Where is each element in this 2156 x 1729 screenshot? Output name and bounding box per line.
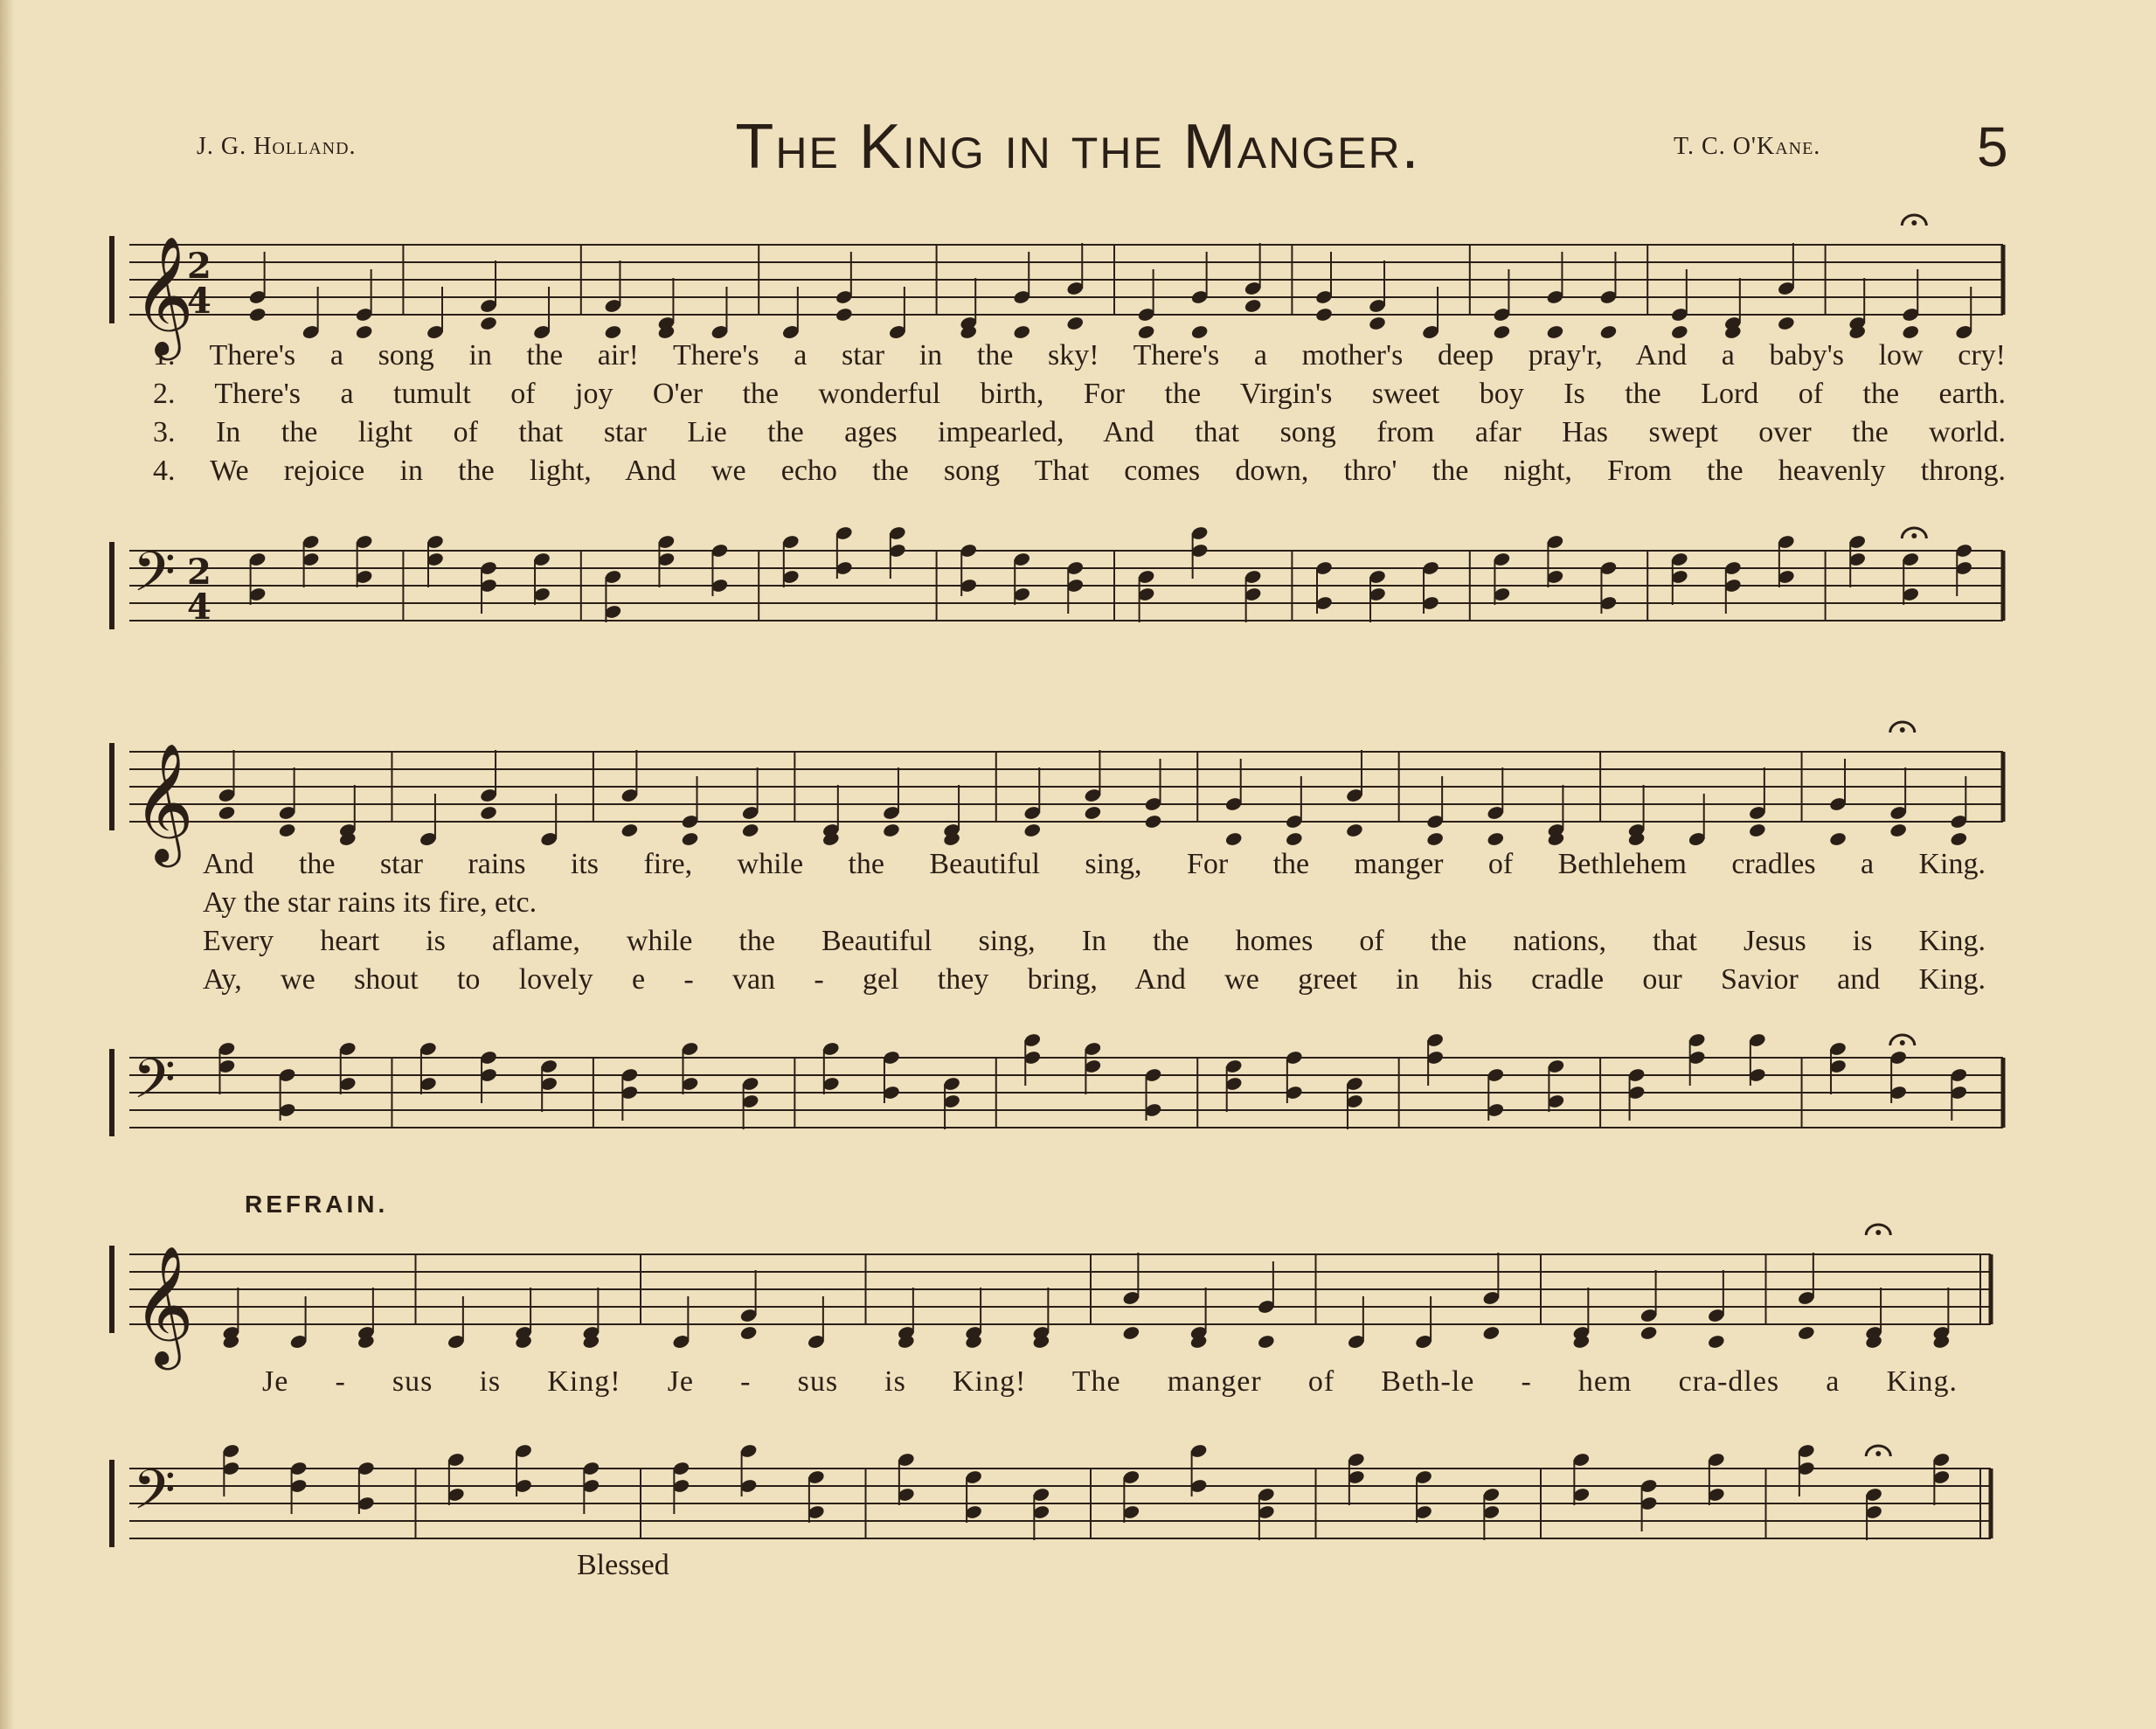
note-head bbox=[278, 823, 296, 838]
note-head bbox=[1224, 831, 1243, 847]
chorus-line-4: Ay, we shout to lovely e - van - gel they bring, And we greet in his cradle our Savior and King. bbox=[203, 963, 1986, 996]
fermata-dot bbox=[1875, 1230, 1881, 1235]
note-head bbox=[741, 823, 759, 838]
note-head bbox=[1257, 1334, 1275, 1350]
note-head bbox=[1797, 1325, 1815, 1341]
note-head bbox=[1777, 316, 1795, 331]
note-head bbox=[620, 823, 639, 838]
page-number: 5 bbox=[1977, 115, 2008, 178]
verse-1: 1. There's a song in the air! There's a star in the sky! There's a mother's deep pray'r, And a baby's low cry! bbox=[153, 339, 2006, 371]
treble-clef-icon: 𝄞 bbox=[133, 1244, 194, 1364]
system-1-bass-staff bbox=[0, 533, 2156, 647]
fermata-dot bbox=[1900, 1040, 1905, 1045]
note-head bbox=[1023, 823, 1042, 838]
system-3-treble-staff bbox=[0, 1237, 2156, 1364]
composer-credit: T. C. O'Kane. bbox=[1674, 133, 1821, 160]
note-head bbox=[479, 805, 497, 821]
bass-clef-icon: 𝄢 bbox=[133, 1457, 176, 1535]
note-head bbox=[1902, 324, 1920, 340]
note-head bbox=[1640, 1325, 1658, 1341]
fermata-dot bbox=[1875, 1451, 1881, 1456]
system-3-bass-staff bbox=[0, 1451, 2156, 1565]
note-head bbox=[1707, 1334, 1725, 1350]
note-head bbox=[355, 324, 373, 340]
note-head bbox=[1487, 831, 1505, 847]
refrain-lyrics: Je - sus is King! Je - sus is King! The manger of Beth-le - hem cra-dles a King. bbox=[262, 1365, 1958, 1398]
note-head bbox=[1244, 298, 1262, 314]
chorus-line-3: Every heart is aflame, while the Beautiful sing, In the homes of the nations, that Jesus is King. bbox=[203, 925, 1986, 957]
treble-clef-icon: 𝄞 bbox=[133, 741, 194, 862]
chorus-line-1: And the star rains its fire, while the Beautiful sing, For the manger of Bethlehem cradles a King. bbox=[203, 848, 1986, 880]
note-head bbox=[1889, 823, 1907, 838]
bass-clef-icon: 𝄢 bbox=[133, 1046, 176, 1124]
bass-lyric-blessed: Blessed bbox=[577, 1549, 669, 1581]
note-head bbox=[1084, 805, 1102, 821]
note-head bbox=[1137, 324, 1155, 340]
note-head bbox=[1013, 324, 1031, 340]
note-head bbox=[248, 307, 267, 323]
lyricist-credit: J. G. Holland. bbox=[197, 133, 357, 160]
note-head bbox=[1122, 1325, 1140, 1341]
note-head bbox=[604, 324, 622, 340]
note-head bbox=[1066, 316, 1085, 331]
note-head bbox=[739, 1325, 758, 1341]
note-head bbox=[1482, 1325, 1501, 1341]
note-head bbox=[218, 805, 236, 821]
note-head bbox=[1493, 324, 1511, 340]
note-head bbox=[1345, 823, 1363, 838]
refrain-label: REFRAIN. bbox=[245, 1191, 389, 1218]
note-head bbox=[882, 823, 900, 838]
bass-clef-icon: 𝄢 bbox=[133, 539, 176, 617]
note-head bbox=[479, 316, 497, 331]
time-signature-bottom: 4 bbox=[187, 587, 211, 628]
system-2-bass-staff bbox=[0, 1040, 2156, 1154]
verse-4: 4. We rejoice in the light, And we echo the song That comes down, thro' the night, From the heavenly throng. bbox=[153, 455, 2006, 487]
note-head bbox=[681, 831, 699, 847]
treble-clef-icon: 𝄞 bbox=[133, 234, 194, 355]
note-head bbox=[1546, 324, 1564, 340]
verse-2: 2. There's a tumult of joy O'er the wonderful birth, For the Virgin's sweet boy Is the Lord of the earth. bbox=[153, 378, 2006, 410]
verse-3: 3. In the light of that star Lie the ages impearled, And that song from afar Has swept over the world. bbox=[153, 416, 2006, 448]
fermata-dot bbox=[1911, 533, 1917, 538]
fermata-dot bbox=[1911, 220, 1917, 226]
time-signature-top: 2 bbox=[187, 552, 211, 593]
time-signature-bottom: 4 bbox=[187, 281, 211, 322]
note-head bbox=[835, 307, 853, 323]
note-head bbox=[1368, 316, 1386, 331]
note-head bbox=[1599, 324, 1618, 340]
note-head bbox=[1144, 814, 1162, 830]
time-signature-top: 2 bbox=[187, 246, 211, 287]
note-head bbox=[1425, 831, 1444, 847]
fermata-dot bbox=[1900, 727, 1905, 733]
system-2-treble-staff bbox=[0, 734, 2156, 862]
note-head bbox=[1828, 831, 1847, 847]
chorus-line-2: Ay the star rains its fire, etc. bbox=[203, 886, 537, 919]
note-head bbox=[1670, 324, 1688, 340]
note-head bbox=[1748, 823, 1766, 838]
note-head bbox=[1285, 831, 1303, 847]
note-head bbox=[1950, 831, 1968, 847]
hymn-title: The King in the Manger. bbox=[735, 112, 1421, 182]
note-head bbox=[1314, 307, 1333, 323]
note-head bbox=[1190, 324, 1209, 340]
